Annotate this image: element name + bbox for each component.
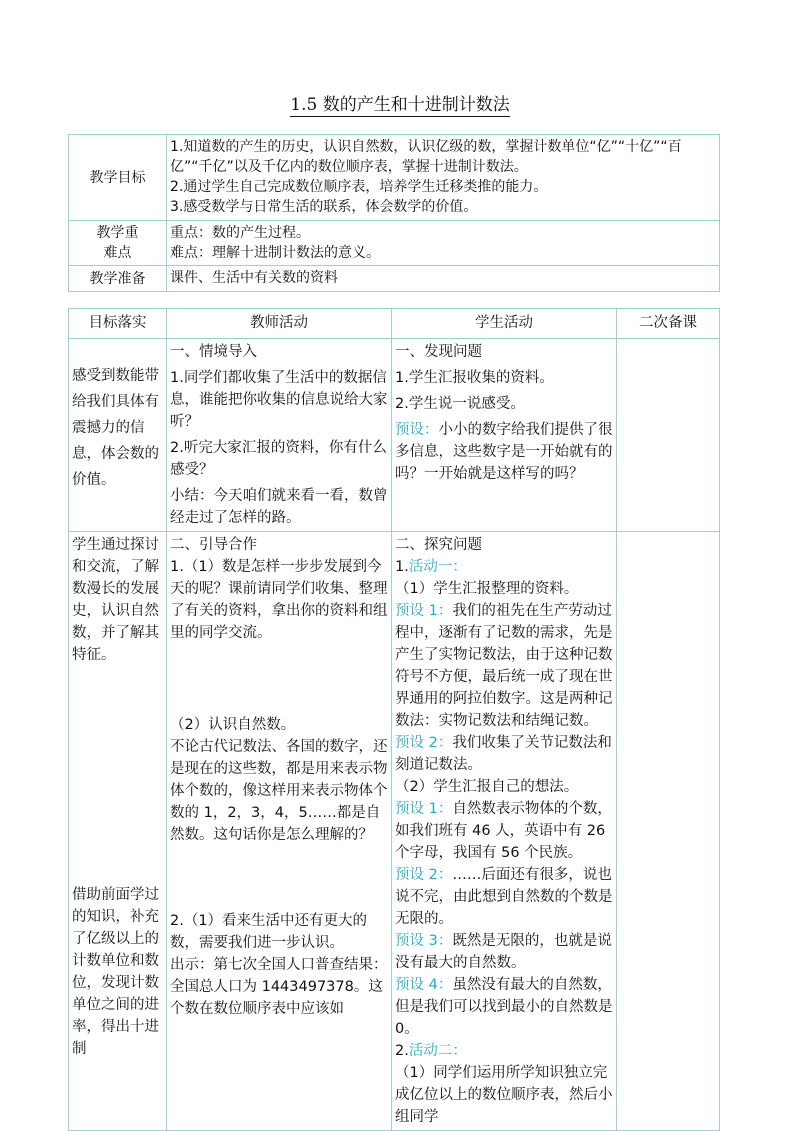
section-heading: 二、探究问题 (395, 537, 482, 553)
prep-cell: 课件、生活中有关数的资料 (167, 266, 720, 292)
row2-student: 二、探究问题 1.活动一： （1）学生汇报整理的资料。 预设 1：我们的祖先在生产劳动过程中，逐渐有了记数的需求，先是产生了实物记数法，由于这种记数符号不方便，最后统一成了现在世界通用的阿拉伯数字。这是两种记数法：实物记数法和结绳记数。 预设 2：我们收集了关节记数法和刻道记数法。 （2）学生汇报自己的想法。 预设 1：自然数表示物体的个数，如我们班有 46 人，英语中有 26 个字母，我国有 56 个民族。 预设 2：……后面还有很多，说也说不完，由此想到自然数的个数是无限的。 预设 3：既然是无限的，也就是说没有最大的自然数。 预设 4：虽然没有最大的自然数，但是我们可以找到最小的自然数是 0。 2.活动二： （1）同学们运用所学知识独立完成亿位以上的数位顺序表，然后小组同学 (392, 532, 617, 1131)
row2-goal: 学生通过探讨和交流，了解数漫长的发展史，认识自然数，并了解其特征。 借助前面学过的知识，补充了亿级以上的计数单位和数位，发现计数单位之间的进率，得出十进制 (69, 532, 167, 1131)
objectives-label: 教学目标 (69, 135, 167, 221)
row2-teacher: 二、引导合作 1.（1）数是怎样一步步发展到今天的呢？课前请同学们收集、整理了有关的资料，拿出你的资料和组里的同学交流。 （2）认识自然数。 不论古代记数法、各国的数字，还是现在的这些数，都是用来表示物体个数的，像这样用来表示物体个数的 1，2，3，4，5……都是自然数。这句话你是怎么理解的？ 2.（1）看来生活中还有更大的数，需要我们进一步认识。 出示：第七次全国人口普查结果：全国总人口为 1443497378。这个数在数位顺序表中应该如 (167, 532, 392, 1131)
section-heading: 一、发现问题 (395, 344, 482, 360)
objective-item: 3.感受数学与日常生活的联系，体会数学的价值。 (170, 199, 478, 215)
keypoint-item: 难点：理解十进制计数法的意义。 (170, 245, 380, 261)
activity-label: 活动二： (408, 1043, 467, 1059)
header-teacher: 教师活动 (167, 309, 392, 339)
preset-label: 预设 1： (395, 801, 453, 817)
header-goal: 目标落实 (69, 309, 167, 339)
objective-item: 1.知道数的产生的历史，认识自然数，认识亿级的数，掌握计数单位“亿”“十亿”“百亿”“千亿”以及千亿内的数位顺序表，掌握十进制计数法。 (170, 139, 682, 175)
objective-item: 2.通过学生自己完成数位顺序表，培养学生迁移类推的能力。 (170, 179, 548, 195)
row1-student: 一、发现问题 1.学生汇报收集的资料。 2.学生说一说感受。 预设：小小的数字给我们提供了很多信息，这些数字是一开始就有的吗？一开始就是这样写的吗？ (392, 339, 617, 532)
preset-label: 预设 2： (395, 867, 453, 883)
keypoints-label: 教学重难点 (69, 221, 167, 266)
header-notes: 二次备课 (617, 309, 720, 339)
activity-label: 活动一： (408, 559, 467, 575)
row1-notes (617, 339, 720, 532)
preset-label: 预设： (395, 422, 439, 438)
row1-goal: 感受到数能带给我们具体有震撼力的信息，体会数的价值。 (69, 339, 167, 532)
row1-teacher: 一、情境导入 1.同学们都收集了生活中的数据信息，谁能把你收集的信息说给大家听？ 2.听完大家汇报的资料，你有什么感受？ 小结：今天咱们就来看一看，数曾经走过了怎样的路。 (167, 339, 392, 532)
objectives-cell (167, 135, 720, 221)
preset-label: 预设 2： (395, 735, 453, 751)
section-heading: 一、情境导入 (170, 344, 257, 360)
prep-label: 教学准备 (69, 266, 167, 292)
row2-notes (617, 532, 720, 1131)
lesson-info-table (68, 134, 720, 292)
preset-label: 预设 4： (395, 977, 453, 993)
preset-label: 预设 1： (395, 603, 453, 619)
section-heading: 二、引导合作 (170, 537, 257, 553)
preset-label: 预设 3： (395, 933, 453, 949)
header-student: 学生活动 (392, 309, 617, 339)
activities-table (68, 308, 720, 1131)
keypoints-cell (167, 221, 720, 266)
page-title: 1.5 数的产生和十进制计数法 (290, 95, 510, 115)
keypoint-item: 重点：数的产生过程。 (170, 225, 310, 241)
